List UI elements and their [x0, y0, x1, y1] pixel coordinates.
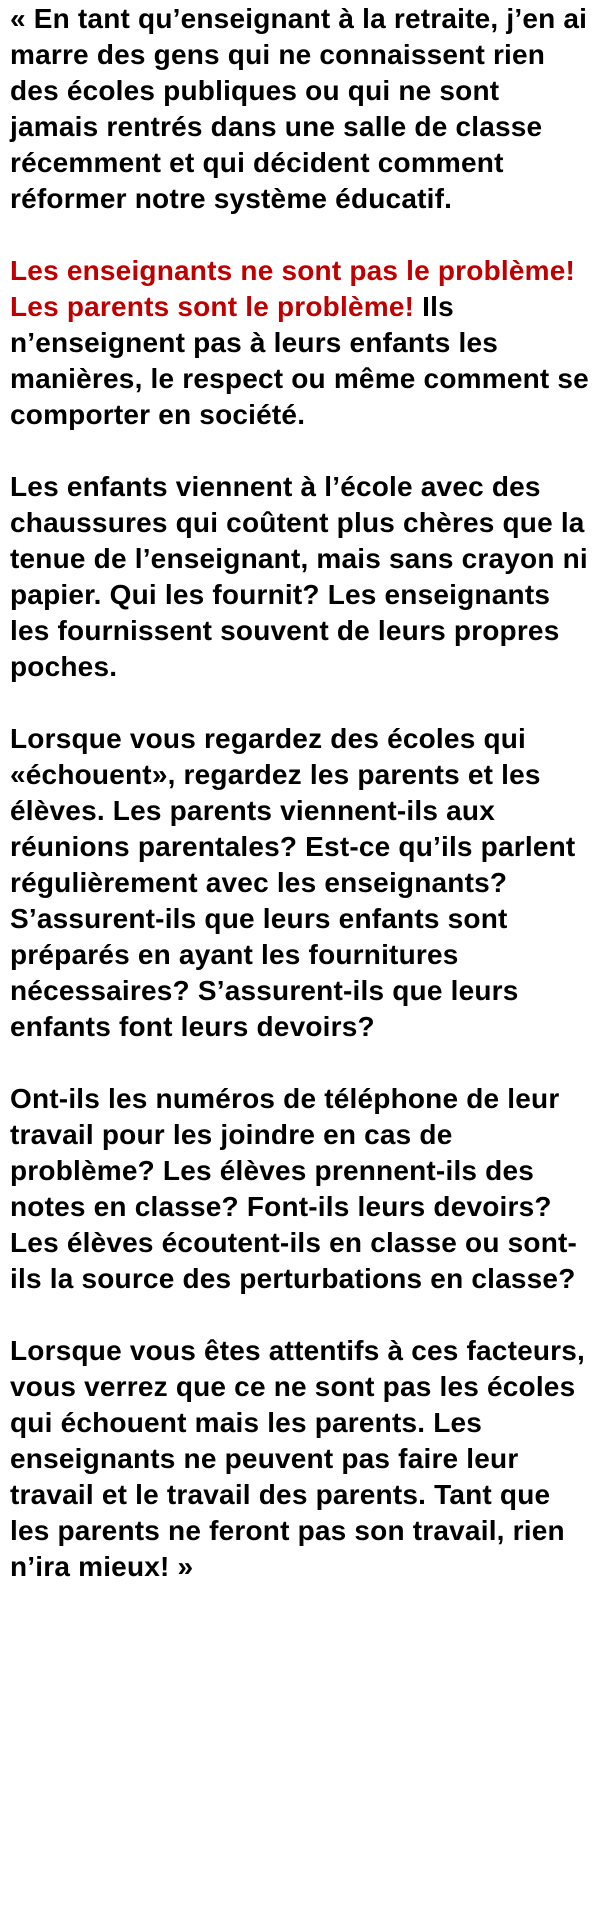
- paragraph-questions-text: Ont-ils les numéros de téléphone de leur travail pour les joindre en cas de problème? Les élèves prennent-ils des notes en classe? Font-ils leurs devoirs? Les élèves écoutent-ils en classe ou sont-ils la source des perturbations en classe?: [10, 1083, 578, 1294]
- paragraph-conclusion: [10, 1333, 590, 1585]
- paragraph-failing-schools-text: Lorsque vous regardez des écoles qui «échouent», regardez les parents et les élèves. Les parents viennent-ils aux réunions parentales? Est-ce qu’ils parlent régulièrement avec les enseignants? S’assurent-ils que leurs enfants sont préparés en ayant les fournitures nécessaires? S’assurent-ils que leurs enfants font leurs devoirs?: [10, 723, 576, 1042]
- paragraph-problem-text: Ils n’enseignent pas à leurs enfants les manières, le respect ou même comment se comporter en société.: [10, 291, 589, 430]
- highlighted-statement: Les enseignants ne sont pas le problème! Les parents sont le problème!: [10, 255, 576, 322]
- paragraph-conclusion-text: Lorsque vous êtes attentifs à ces facteurs, vous verrez que ce ne sont pas les écoles qui échouent mais les parents. Les enseignants ne peuvent pas faire leur travail et le travail des parents. Tant que les parents ne feront pas son travail, rien n’ira mieux! »: [10, 1335, 586, 1582]
- text-document: [0, 1, 600, 1917]
- paragraph-problem: [10, 253, 590, 433]
- paragraph-supplies: [10, 469, 590, 685]
- paragraph-supplies-text: Les enfants viennent à l’école avec des chaussures qui coûtent plus chères que la tenue de l’enseignant, mais sans crayon ni papier. Qui les fournit? Les enseignants les fournissent souvent de leurs propres poches.: [10, 471, 588, 682]
- paragraph-intro-text: « En tant qu’enseignant à la retraite, j’en ai marre des gens qui ne connaissent rien des écoles publiques ou qui ne sont jamais rentrés dans une salle de classe récemment et qui décident comment réformer notre système éducatif.: [10, 3, 588, 214]
- paragraph-questions: [10, 1081, 590, 1297]
- paragraph-intro: [10, 1, 590, 217]
- paragraph-failing-schools: [10, 721, 590, 1045]
